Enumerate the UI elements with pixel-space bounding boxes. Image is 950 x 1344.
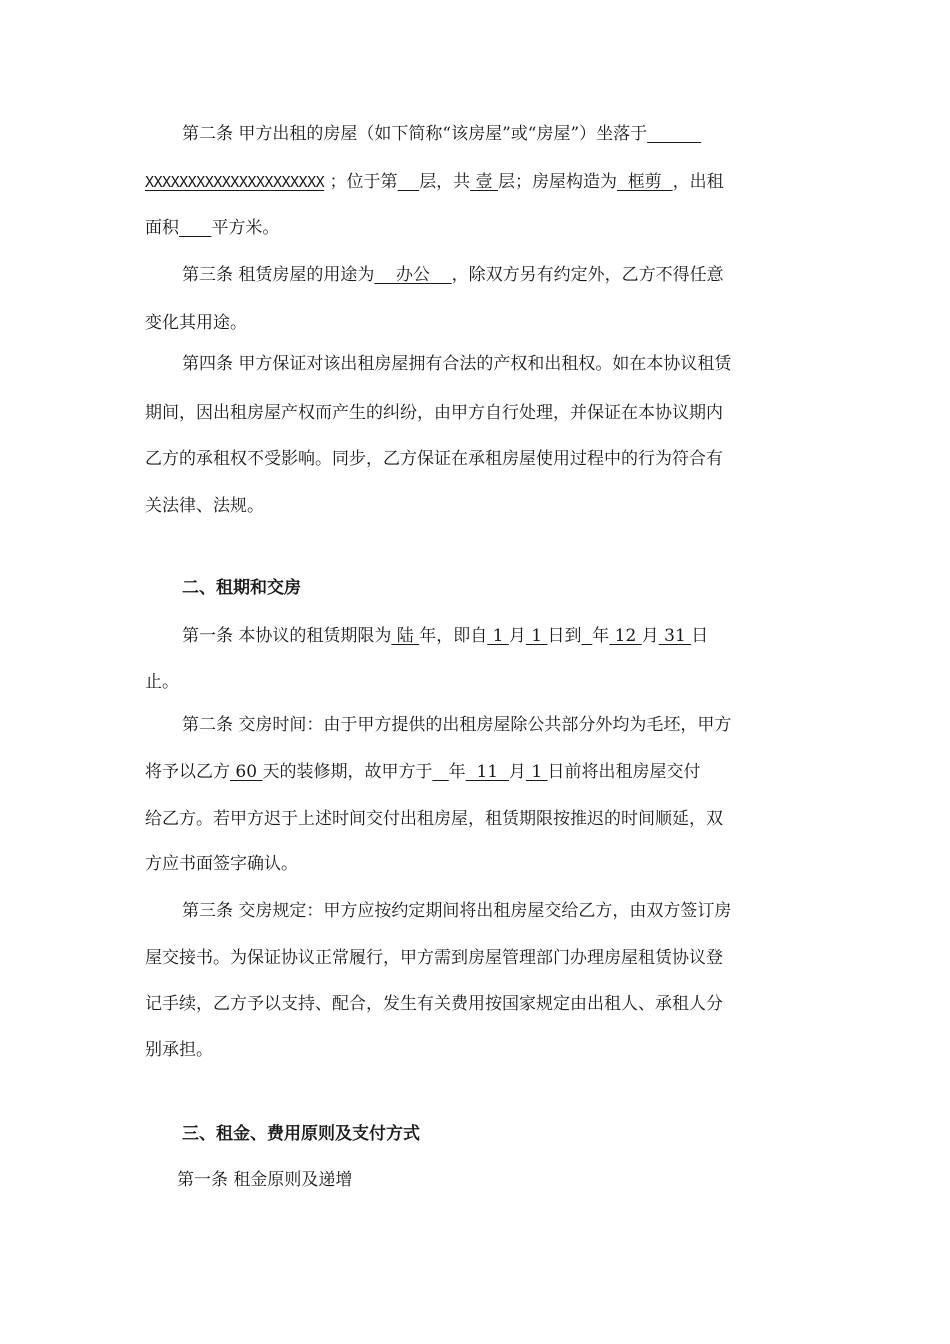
- field-handover-day: 1: [525, 762, 548, 782]
- blank-handover-year: [432, 762, 448, 782]
- text: 面积: [145, 218, 179, 238]
- text: 天的装修期，故甲方于: [262, 762, 433, 782]
- clause-handover-line-4: 方应书面签字确认。: [145, 854, 298, 874]
- field-total-floors: 壹: [470, 172, 498, 192]
- text: 层，共: [419, 172, 471, 192]
- text: 月: [508, 762, 526, 782]
- text: 将予以乙方: [145, 762, 230, 782]
- field-usage: 办公: [374, 265, 452, 285]
- clause-handover-rules-line-3: 记手续，乙方予以支持、配合，发生有关费用按国家规定由出租人、承租人分: [145, 994, 723, 1014]
- clause-handover-line-2: [145, 760, 845, 784]
- field-end-month: 12: [609, 626, 642, 646]
- blank-area: [179, 218, 211, 238]
- field-start-month: 1: [487, 626, 509, 646]
- blank-end-year: [581, 626, 592, 646]
- text: 日前将出租房屋交付: [547, 762, 701, 782]
- field-structure: 框剪: [617, 172, 673, 192]
- text: 月: [641, 626, 659, 646]
- text: 日到: [547, 626, 582, 646]
- text: 第三条 租赁房屋的用途为: [182, 265, 375, 285]
- clause-term-line-1: [182, 624, 842, 648]
- clause-handover-line-3: 给乙方。若甲方迟于上述时间交付出租房屋，租赁期限按推迟的时间顺延，双: [145, 809, 723, 829]
- address-placeholder: XXXXXXXXXXXXXXXXXXXXX: [145, 173, 325, 191]
- clause-ownership-line-4: 关法律、法规。: [145, 496, 264, 516]
- text: 第二条 甲方出租的房屋（如下简称“该房屋”或“房屋”）坐落于: [182, 124, 648, 144]
- clause-usage-line-2: 变化其用途。: [145, 313, 247, 333]
- field-end-day: 31: [658, 626, 692, 646]
- text: 平方米。: [211, 218, 280, 238]
- text: 层；房屋构造为: [498, 172, 617, 192]
- text: 日: [691, 626, 709, 646]
- clause-ownership-line-2: 期间，因出租房屋产权而产生的纠纷，由甲方自行处理，并保证在本协议期内: [145, 403, 723, 423]
- clause-handover-rules-line-2: 屋交接书。为保证协议正常履行，甲方需到房屋管理部门办理房屋租赁协议登: [145, 948, 723, 968]
- field-handover-month: 11: [465, 762, 509, 782]
- clause-rent-principle: 第一条 租金原则及递增: [177, 1170, 353, 1190]
- text: 年: [592, 626, 610, 646]
- text: 第一条 本协议的租赁期限为: [182, 626, 392, 646]
- field-years: 陆: [391, 626, 420, 646]
- section-heading-rent: 三、租金、费用原则及支付方式: [182, 1124, 420, 1144]
- blank-floor: [398, 172, 420, 192]
- clause-term-line-2: 止。: [145, 672, 179, 692]
- blank-location: [647, 124, 701, 144]
- text: ；位于第: [324, 172, 398, 192]
- clause-location-line-2: [145, 170, 845, 194]
- clause-location-line-3: [145, 216, 845, 240]
- section-heading-term: 二、租期和交房: [182, 578, 301, 598]
- field-renovation-days: 60: [230, 762, 263, 782]
- clause-handover-rules-line-4: 别承担。: [145, 1040, 213, 1060]
- text: 月: [508, 626, 526, 646]
- clause-usage-line-1: [182, 263, 842, 287]
- clause-location-line-1: [182, 122, 842, 146]
- text: ，出租: [672, 172, 724, 192]
- clause-ownership-line-1: 第四条 甲方保证对该出租房屋拥有合法的产权和出租权。如在本协议租赁: [182, 354, 732, 374]
- clause-handover-line-1: 第二条 交房时间：由于甲方提供的出租房屋除公共部分外均为毛坯，甲方: [182, 715, 732, 735]
- text: ，除双方另有约定外，乙方不得任意: [451, 265, 724, 285]
- clause-ownership-line-3: 乙方的承租权不受影响。同步，乙方保证在承租房屋使用过程中的行为符合有: [145, 449, 723, 469]
- text: 年: [448, 762, 466, 782]
- field-start-day: 1: [525, 626, 548, 646]
- clause-handover-rules-line-1: 第三条 交房规定：甲方应按约定期间将出租房屋交给乙方，由双方签订房: [182, 901, 732, 921]
- text: 年，即自: [419, 626, 488, 646]
